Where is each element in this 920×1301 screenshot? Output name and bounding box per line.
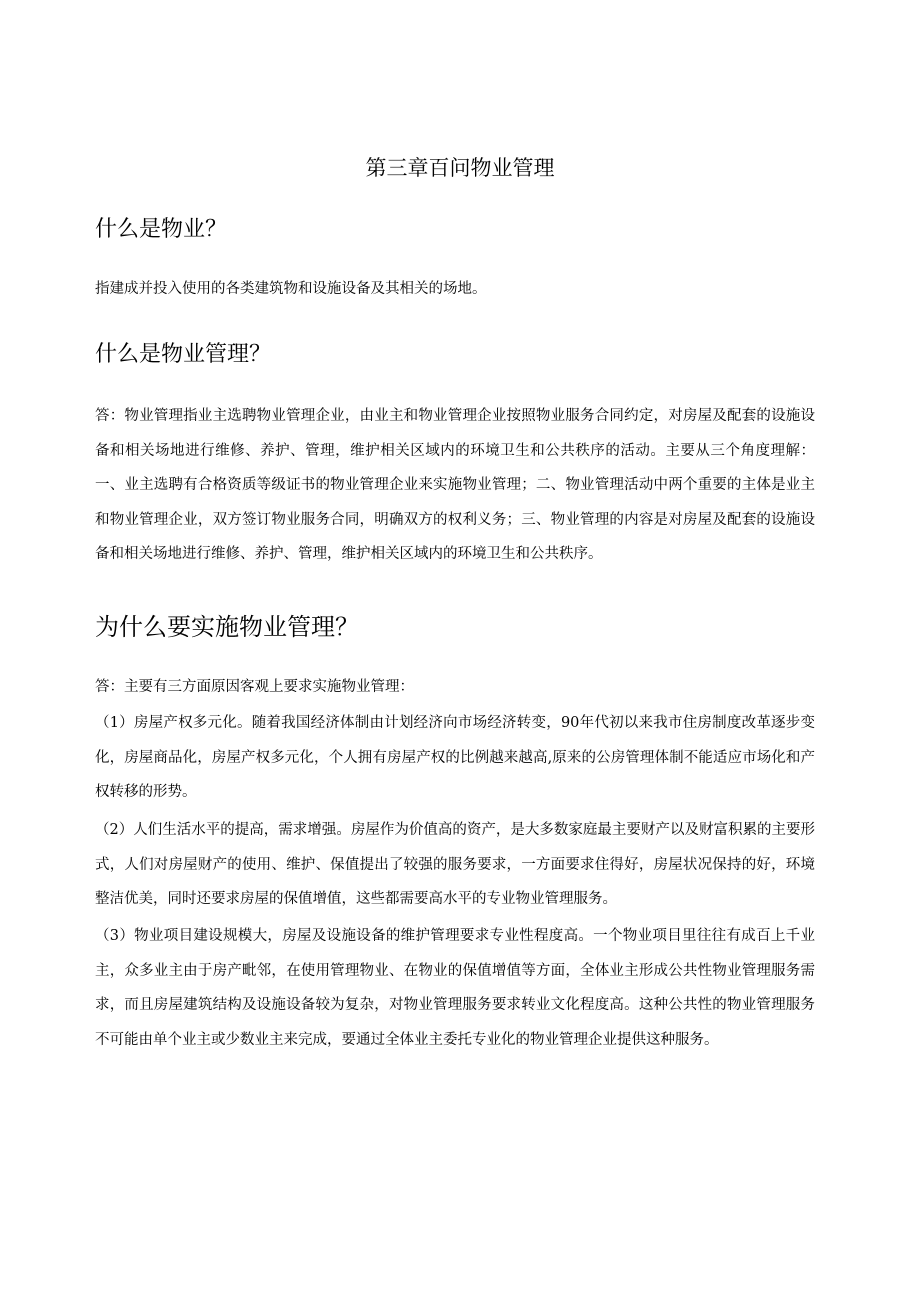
section-paragraph: （2）人们生活水平的提高，需求增强。房屋作为价值高的资产，是大多数家庭最主要财产以及财富积累的主要形式，人们对房屋财产的使用、维护、保值提出了较强的服务要求，一方面要求住得好，房屋状况保持的好，环境整洁优美，同时还要求房屋的保值增值，这些都需要高水平的专业物业管理服务。 [95, 822, 815, 908]
section-paragraph: 指建成并投入使用的各类建筑物和设施设备及其相关的场地。 [95, 281, 487, 297]
section-heading-why-property-management: 为什么要实施物业管理？ [95, 613, 359, 641]
section-heading-what-is-property: 什么是物业？ [95, 217, 228, 242]
section-heading-what-is-property-management: 什么是物业管理？ [95, 342, 272, 367]
section-paragraph: （1）房屋产权多元化。随着我国经济体制由计划经济向市场经济转变，90年代初以来我市住房制度改革逐步变化，房屋商品化，房屋产权多元化，个人拥有房屋产权的比例越来越高,原来的公房管理体制不能适应市场化和产权转移的形势。 [95, 715, 815, 801]
section-paragraph: 答：主要有三方面原因客观上要求实施物业管理： [95, 679, 414, 695]
section-paragraph: 答：物业管理指业主选聘物业管理企业，由业主和物业管理企业按照物业服务合同约定，对房屋及配套的设施设备和相关场地进行维修、养护、管理，维护相关区域内的环境卫生和公共秩序的活动。主要从三个角度理解：一、业主选聘有合格资质等级证书的物业管理企业来实施物业管理；二、物业管理活动中两个重要的主体是业主和物业管理企业，双方签订物业服务合同，明确双方的权利义务；三、物业管理的内容是对房屋及配套的设施设备和相关场地进行维修、养护、管理，维护相关区域内的环境卫生和公共秩序。 [95, 408, 815, 563]
section-paragraph: （3）物业项目建设规模大，房屋及设施设备的维护管理要求专业性程度高。一个物业项目里往往有成百上千业主，众多业主由于房产毗邻，在使用管理物业、在物业的保值增值等方面，全体业主形成公共性物业管理服务需求，而且房屋建筑结构及设施设备较为复杂，对物业管理服务要求转业文化程度高。这种公共性的物业管理服务不可能由单个业主或少数业主来完成，要通过全体业主委托专业化的物业管理企业提供这种服务。 [95, 928, 815, 1048]
document-title: 第三章百问物业管理 [365, 156, 555, 180]
